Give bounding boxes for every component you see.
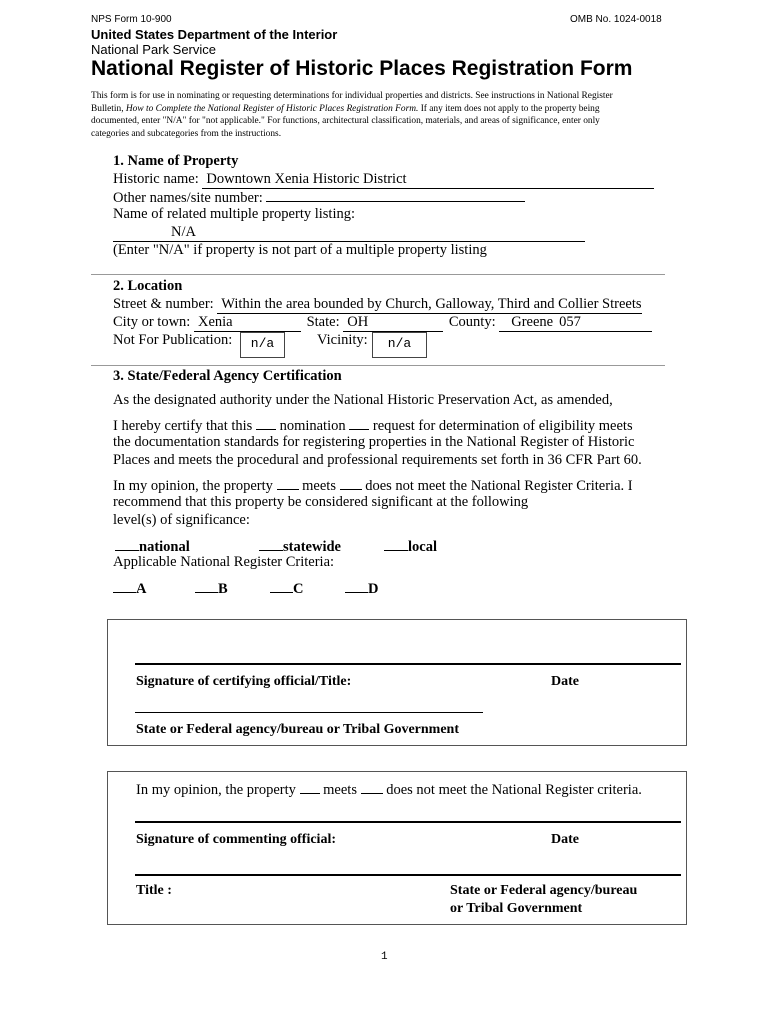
commenting-title-label: Title : (136, 883, 172, 898)
county-value: Greene (511, 314, 554, 330)
intro-line-4: categories and subcategories from the instructions. (91, 128, 282, 139)
criterion-a-label: A (136, 581, 147, 597)
street-field[interactable] (217, 296, 641, 314)
criterion-d[interactable] (345, 579, 378, 598)
section-3-heading: 3. State/Federal Agency Certification (113, 368, 342, 384)
service-name: National Park Service (91, 42, 216, 57)
certify-text-a: I hereby certify that this (113, 418, 253, 434)
section-divider (91, 365, 665, 366)
city-field[interactable] (194, 314, 301, 332)
commenting-opinion-a: In my opinion, the property (136, 782, 296, 798)
state-label: State: (306, 314, 340, 330)
certifying-signature-label: Signature of certifying official/Title: (136, 674, 352, 689)
page-title: National Register of Historic Places Registration Form (91, 57, 633, 80)
multiple-listing-value: N/A (171, 224, 196, 240)
certifying-date-label: Date (551, 674, 579, 689)
criterion-d-label: D (368, 581, 379, 597)
determination-checkbox[interactable] (349, 416, 369, 430)
section-2-heading: 2. Location (113, 278, 183, 294)
commenting-opinion (136, 780, 642, 799)
section-1-heading: 1. Name of Property (113, 153, 239, 169)
criterion-c[interactable] (270, 579, 303, 598)
commenting-opinion-b: meets (323, 782, 357, 798)
does-not-meet-checkbox[interactable] (340, 476, 362, 490)
opinion-line-1 (113, 476, 633, 495)
city-label: City or town: (113, 314, 191, 330)
department-name: United States Department of the Interior (91, 27, 338, 42)
certify-text-c: request for determination of eligibility meets (372, 418, 633, 434)
vicinity-input[interactable]: n/a (372, 332, 427, 358)
criterion-c-label: C (293, 581, 304, 597)
street-value: Within the area bounded by Church, Galloway, Third and Collier Streets (221, 296, 642, 312)
city-state-county-row (113, 314, 652, 332)
county-code: 057 (559, 314, 581, 330)
level-local-blank[interactable] (384, 537, 408, 551)
multiple-listing-note: (Enter "N/A" if property is not part of a multiple property listing (113, 242, 487, 258)
criterion-b-blank[interactable] (195, 579, 218, 593)
state-value: OH (347, 314, 369, 330)
criterion-a[interactable] (113, 579, 146, 598)
criterion-b-label: B (218, 581, 228, 597)
level-national-blank[interactable] (115, 537, 139, 551)
certify-line-3: Places and meets the procedural and professional requirements set forth in 36 CFR Part 60. (113, 452, 642, 468)
intro-line-2-end: If any item does not apply to the property being (418, 103, 600, 114)
vicinity-label: Vicinity: (317, 332, 368, 348)
section-divider (91, 274, 665, 275)
certify-line-1 (113, 416, 633, 435)
intro-bulletin-title: How to Complete the National Register of Historic Places Registration Form. (125, 103, 419, 114)
omb-number: OMB No. 1024-0018 (570, 14, 662, 25)
commenting-agency-label-1: State or Federal agency/bureau (450, 883, 638, 898)
street-row (113, 296, 642, 314)
historic-name-row (113, 171, 654, 189)
commenting-does-not-meet-checkbox[interactable] (361, 780, 383, 794)
multiple-listing-field[interactable] (113, 224, 585, 242)
authority-statement: As the designated authority under the National Historic Preservation Act, as amended, (113, 392, 613, 408)
county-field[interactable] (499, 314, 652, 332)
criterion-a-blank[interactable] (113, 579, 136, 593)
certify-text-b: nomination (279, 418, 346, 434)
criterion-d-blank[interactable] (345, 579, 368, 593)
opinion-line-3: level(s) of significance: (113, 512, 250, 528)
commenting-signature-line[interactable] (135, 821, 681, 823)
opinion-text-b: meets (302, 478, 336, 494)
intro-line-1: This form is for use in nominating or requesting determinations for individual properties and districts. See instructions in National Register (91, 91, 613, 101)
commenting-meets-checkbox[interactable] (300, 780, 320, 794)
commenting-agency-label-2: or Tribal Government (450, 901, 583, 916)
intro-text (91, 90, 683, 140)
nomination-checkbox[interactable] (256, 416, 276, 430)
level-local[interactable] (384, 537, 437, 556)
intro-line-2 (91, 103, 683, 116)
criterion-b[interactable] (195, 579, 228, 598)
multiple-listing-row (113, 224, 585, 242)
opinion-line-2: recommend that this property be considered significant at the following (113, 494, 529, 510)
other-names-field[interactable] (266, 188, 525, 202)
historic-name-value: Downtown Xenia Historic District (206, 171, 407, 187)
commenting-signature-label: Signature of commenting official: (136, 832, 336, 847)
historic-name-field[interactable] (202, 171, 654, 189)
opinion-text-c: does not meet the National Register Criteria. I (365, 478, 633, 494)
historic-name-label: Historic name: (113, 171, 199, 187)
intro-line-3: documented, enter "N/A" for "not applicable." For functions, architectural classification, materials, and areas of significance, enter only (91, 116, 600, 127)
certifying-agency-line[interactable] (135, 712, 483, 713)
level-national-label: national (139, 539, 190, 555)
other-names-row (113, 188, 525, 207)
level-statewide-blank[interactable] (259, 537, 283, 551)
not-for-publication-label: Not For Publication: (113, 332, 233, 348)
not-for-publication-input[interactable]: n/a (240, 332, 285, 358)
criterion-c-blank[interactable] (270, 579, 293, 593)
multiple-listing-label: Name of related multiple property listing: (113, 206, 356, 222)
commenting-opinion-c: does not meet the National Register criteria. (386, 782, 642, 798)
certifying-agency-label: State or Federal agency/bureau or Tribal Government (136, 722, 460, 737)
intro-bulletin: Bulletin, (91, 103, 126, 114)
other-names-label: Other names/site number: (113, 190, 263, 206)
certifying-signature-line[interactable] (135, 663, 681, 665)
commenting-date-label: Date (551, 832, 579, 847)
form-number: NPS Form 10-900 (91, 14, 172, 25)
page-number: 1 (381, 951, 388, 963)
opinion-text-a: In my opinion, the property (113, 478, 273, 494)
criteria-label: Applicable National Register Criteria: (113, 554, 335, 570)
street-label: Street & number: (113, 296, 214, 312)
commenting-title-line[interactable] (135, 874, 681, 876)
state-field[interactable] (343, 314, 443, 332)
level-statewide-label: statewide (283, 539, 341, 555)
level-local-label: local (408, 539, 437, 555)
city-value: Xenia (197, 314, 233, 330)
county-label: County: (448, 314, 496, 330)
meets-checkbox[interactable] (277, 476, 299, 490)
certify-line-2: the documentation standards for registering properties in the National Register of Historic (113, 434, 635, 450)
